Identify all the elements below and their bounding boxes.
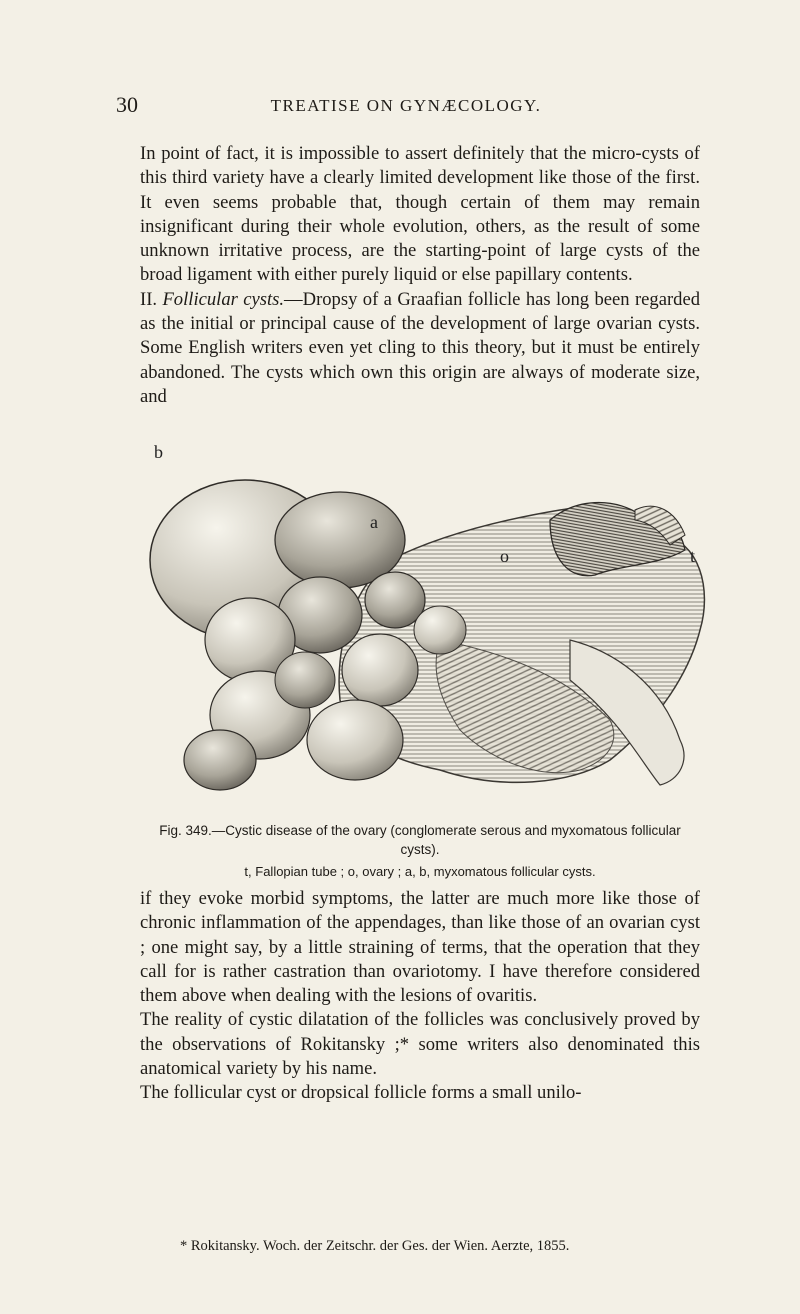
text-block-top — [140, 142, 700, 409]
figure — [140, 440, 720, 812]
paragraph: In point of fact, it is impossible to assert definitely that the micro-cysts of this third variety have a clearly limited development like those of the first. It even seems probable that, though certain of them may remain insignificant during their whole evolution, others, as the result of some unknown irritative process, are the starting-point of large cysts of the broad ligament with either purely liquid or else papillary contents. — [140, 143, 700, 286]
figure-key: t, Fallopian tube ; o, ovary ; a, b, myxomatous follicular cysts. — [244, 864, 596, 879]
page-header — [116, 92, 696, 124]
cyst — [275, 652, 335, 708]
text-block-bottom — [140, 887, 700, 1106]
section-title: Follicular cysts. — [162, 288, 285, 310]
cyst — [342, 634, 418, 706]
cyst — [184, 730, 256, 790]
label-t: t — [690, 546, 696, 566]
label-b: b — [154, 442, 163, 462]
cyst — [414, 606, 466, 654]
section-paragraph — [140, 288, 700, 409]
paragraph: if they evoke morbid symptoms, the latter are much more like those of chronic inflammation of the appendages, than like those of an ovarian cyst ; one might say, by a little straining of terms, that the operation that they call for is rather castration than ovariotomy. I have therefore considered them above when dealing with the lesions of ovaritis. — [140, 888, 700, 1007]
section-numeral: II. — [140, 288, 158, 310]
page-number: 30 — [116, 92, 138, 117]
section-text: —Dropsy of a Graafian follicle has long been regarded as the initial or principal cause of the development of large ovarian cysts. Some English writers even yet cling to this theory, but it must be entirely abandoned. The cysts which own this origin are always of moderate size, and — [140, 288, 700, 407]
cyst — [307, 700, 403, 780]
label-o: o — [500, 546, 509, 566]
paragraph: The reality of cystic dilatation of the follicles was conclusively proved by the observations of Rokitansky ;* some writers also denominated this anatomical variety by his name. — [140, 1009, 700, 1080]
paragraph: The follicular cyst or dropsical follicle forms a small unilo- — [140, 1082, 582, 1104]
label-a: a — [370, 512, 378, 532]
figure-caption: Fig. 349.—Cystic disease of the ovary (conglomerate serous and myxomatous follicular cysts). — [159, 823, 681, 857]
footnote: * Rokitansky. Woch. der Zeitschr. der Ges. der Wien. Aerzte, 1855. — [180, 1238, 570, 1254]
ovary-illustration — [140, 440, 720, 812]
running-head: TREATISE ON GYNÆCOLOGY. — [270, 96, 542, 115]
